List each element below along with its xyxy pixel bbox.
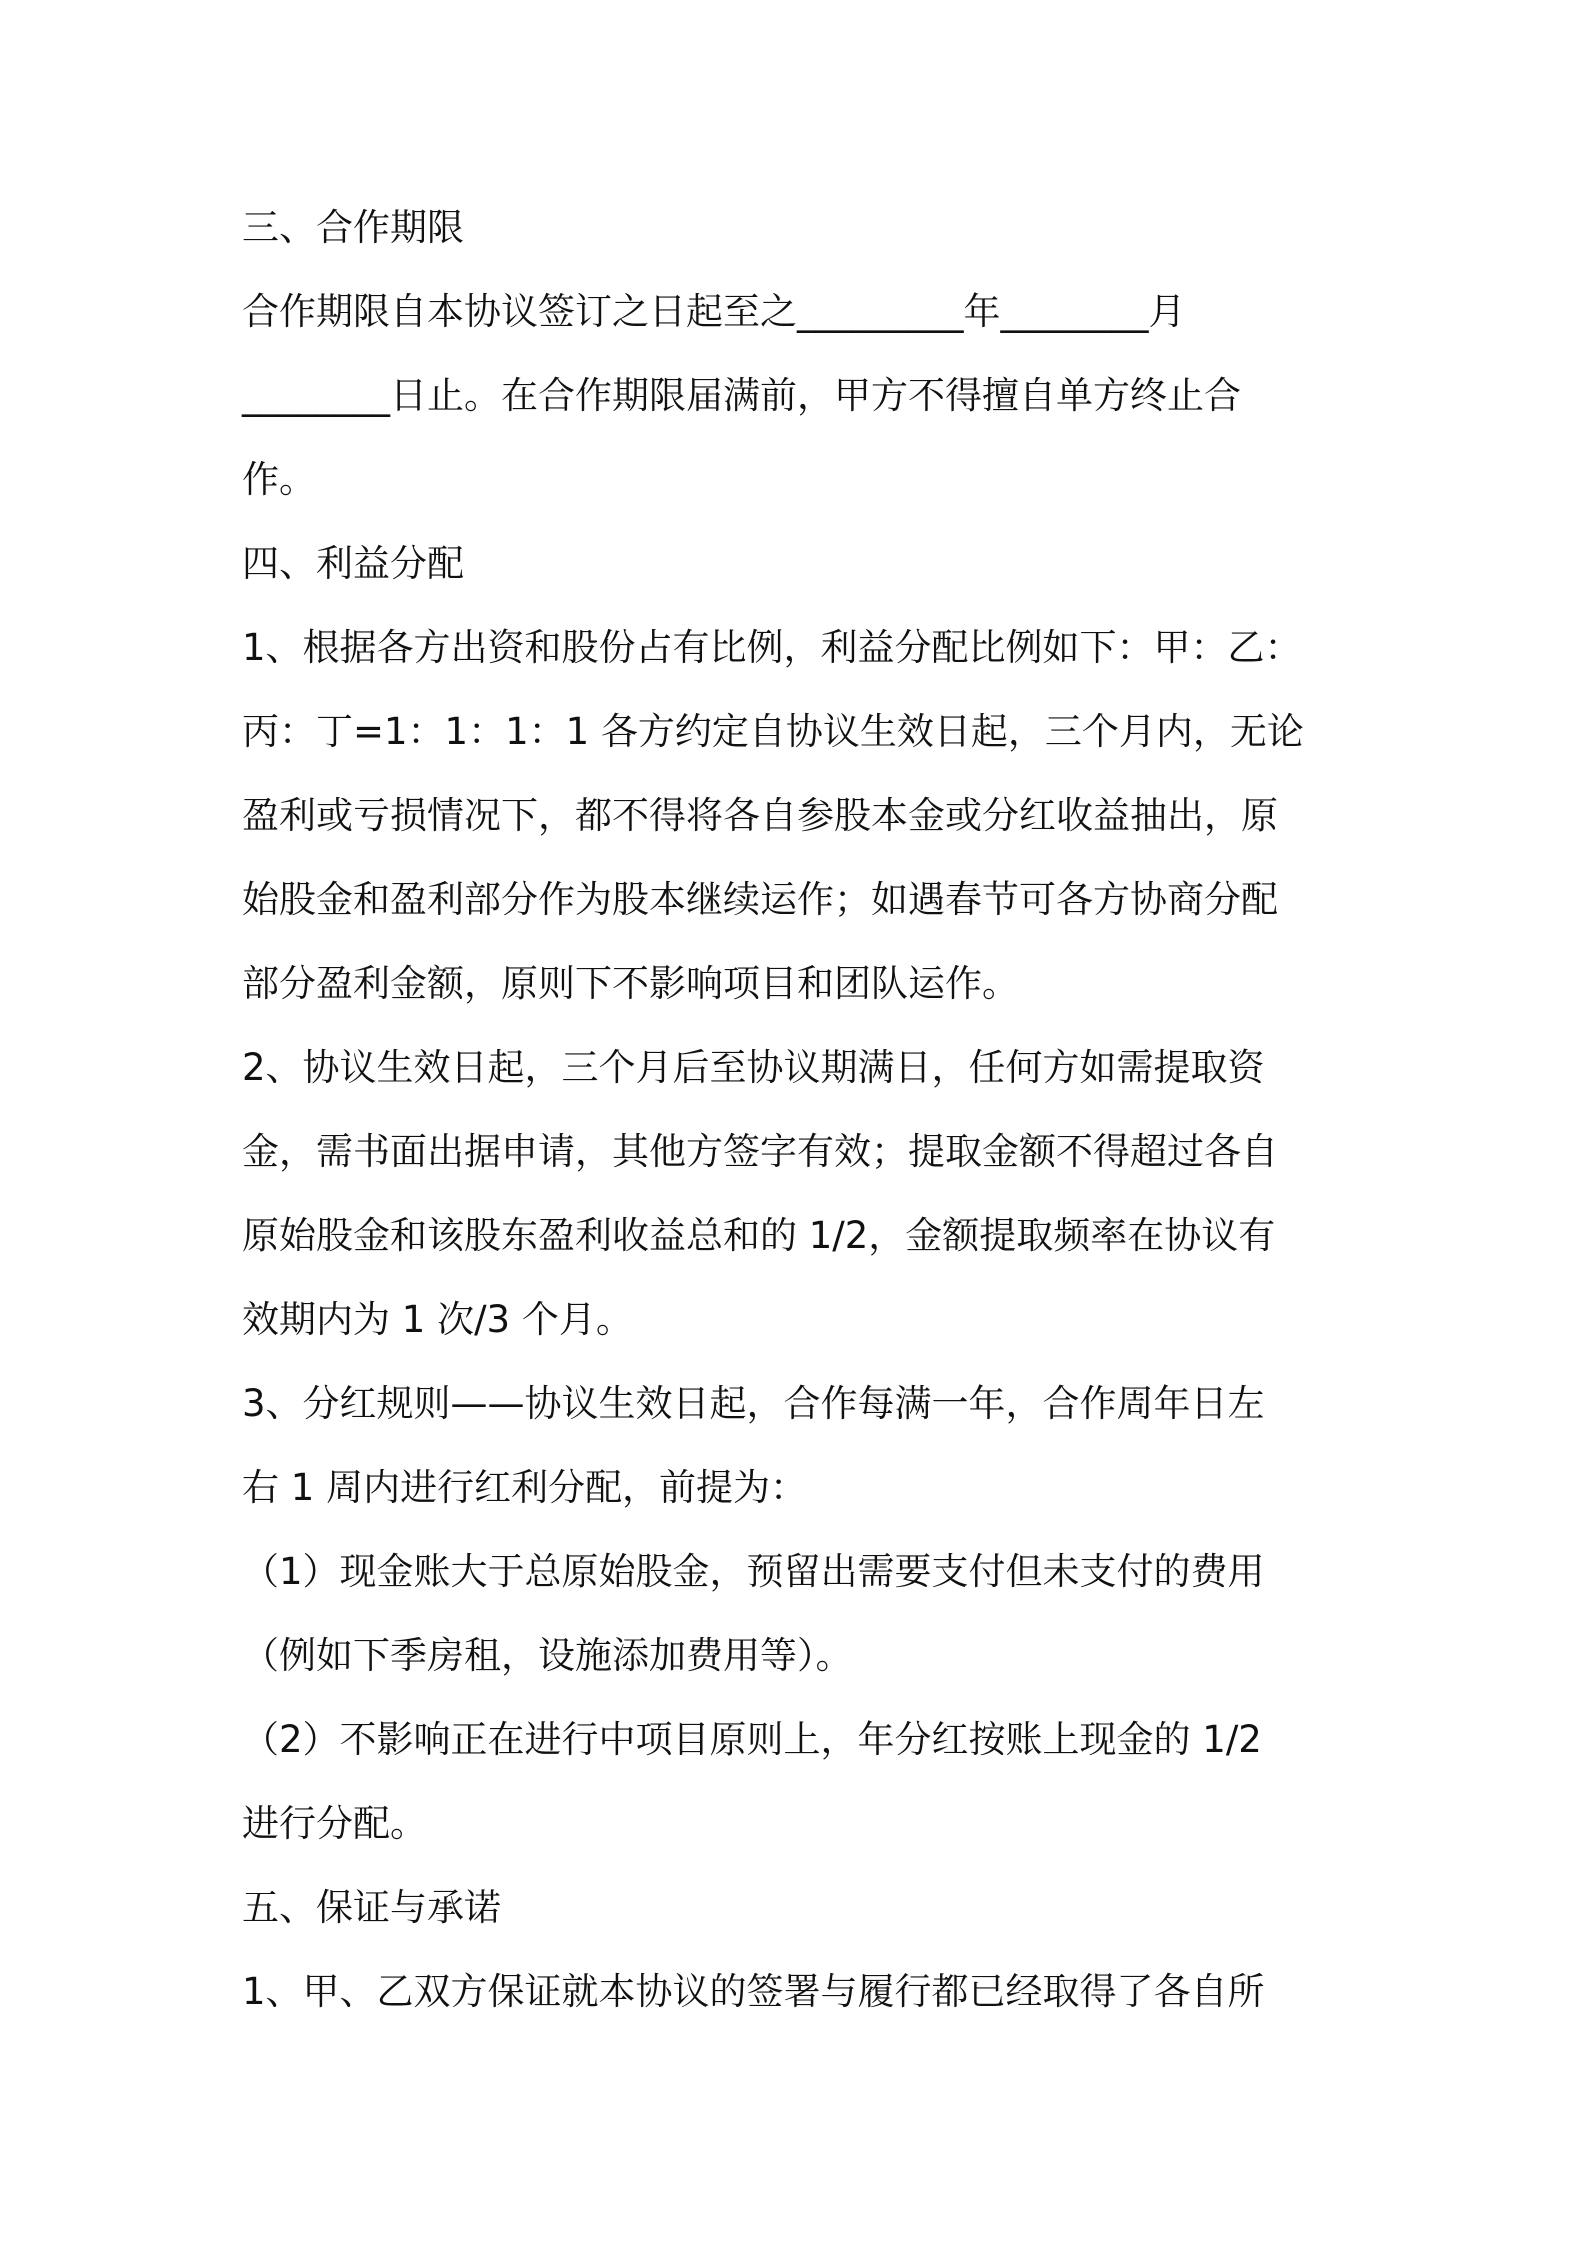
paragraph-line: 作。 xyxy=(242,458,316,501)
paragraph-line: 部分盈利金额，原则下不影响项目和团队运作。 xyxy=(242,962,1019,1005)
paragraph-line: 2、协议生效日起，三个月后至协议期满日，任何方如需提取资 xyxy=(242,1046,1265,1089)
paragraph-line: 效期内为 1 次/3 个月。 xyxy=(242,1298,633,1341)
paragraph-line: 1、甲、乙双方保证就本协议的签署与履行都已经取得了各自所 xyxy=(242,1970,1265,2013)
paragraph-line: 3、分红规则——协议生效日起，合作每满一年，合作周年日左 xyxy=(242,1382,1265,1425)
paragraph-line: 合作期限自本协议签订之日起至之_________年________月 xyxy=(242,290,1186,333)
paragraph-line: （1）现金账大于总原始股金，预留出需要支付但未支付的费用 xyxy=(242,1550,1265,1593)
paragraph-line: 1、根据各方出资和股份占有比例，利益分配比例如下：甲：乙： xyxy=(242,626,1302,669)
section-heading-cooperation-term: 三、合作期限 xyxy=(242,206,464,249)
section-heading-profit-distribution: 四、利益分配 xyxy=(242,542,464,585)
paragraph-line: 右 1 周内进行红利分配，前提为： xyxy=(242,1466,808,1509)
paragraph-line: 进行分配。 xyxy=(242,1802,427,1845)
paragraph-line: 始股金和盈利部分作为股本继续运作；如遇春节可各方协商分配 xyxy=(242,878,1278,921)
paragraph-line: （2）不影响正在进行中项目原则上，年分红按账上现金的 1/2 xyxy=(242,1718,1262,1761)
paragraph-line: ________日止。在合作期限届满前，甲方不得擅自单方终止合 xyxy=(242,374,1241,417)
paragraph-line: （例如下季房租，设施添加费用等）。 xyxy=(242,1634,853,1677)
paragraph-line: 丙：丁=1：1：1：1 各方约定自协议生效日起，三个月内，无论 xyxy=(242,710,1304,753)
paragraph-line: 原始股金和该股东盈利收益总和的 1/2，金额提取频率在协议有 xyxy=(242,1214,1276,1257)
section-heading-guarantee-commitment: 五、保证与承诺 xyxy=(242,1886,501,1929)
paragraph-line: 盈利或亏损情况下，都不得将各自参股本金或分红收益抽出，原 xyxy=(242,794,1278,837)
paragraph-line: 金，需书面出据申请，其他方签字有效；提取金额不得超过各自 xyxy=(242,1130,1278,1173)
document-body xyxy=(242,200,1352,2048)
